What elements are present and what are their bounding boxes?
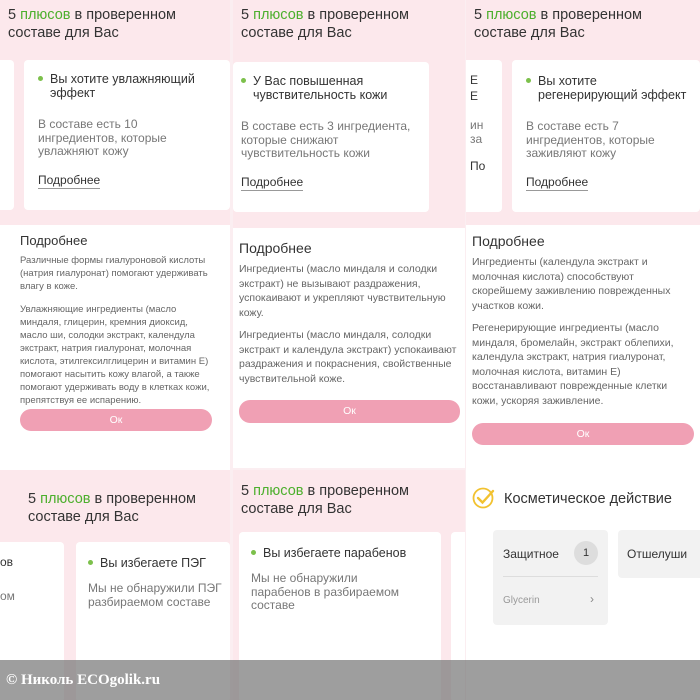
plus-word: плюсов — [253, 483, 304, 499]
more-link[interactable]: Подробнее — [241, 174, 304, 189]
panel-header: 5 плюсов в проверенном составе для Вас — [0, 486, 230, 544]
plus-word: плюсов — [40, 491, 91, 507]
action-card-protective[interactable] — [493, 530, 608, 625]
panel-sensitivity — [233, 0, 465, 230]
plus-word: плюсов — [253, 7, 304, 23]
more-link[interactable]: Подробнее — [526, 174, 589, 189]
ok-button[interactable]: Ок — [20, 409, 212, 431]
benefit-card[interactable] — [233, 62, 429, 212]
avoid-desc: Мы не обнаружили ПЭГ разбираемом составе — [88, 581, 222, 609]
side-card: Е Е ин за По — [466, 60, 502, 212]
action-label: Защитное — [503, 547, 559, 561]
modal-title: Подробнее — [472, 233, 545, 249]
modal-sensitivity — [233, 228, 465, 468]
section-title: Косметическое действие — [504, 491, 672, 507]
plus-word: плюсов — [486, 7, 537, 23]
ingredient-item[interactable]: Glycerin — [503, 595, 540, 606]
modal-paragraph: Различные формы гиалуроновой кислоты (натрия гиалуронат) помогают удерживать влагу в коже. — [20, 255, 208, 292]
benefit-card[interactable] — [24, 60, 230, 210]
chevron-right-icon[interactable]: › — [590, 592, 594, 606]
count-badge: 1 — [574, 541, 598, 565]
modal-paragraph: Ингредиенты (масло миндаля, солодки экстракт и календула экстракт) успокаивают раздражения и покраснения, свойственные чувствительной коже. — [239, 329, 457, 385]
benefit-desc: В составе есть 7 ингредиентов, которые заживляют кожу — [526, 119, 655, 160]
action-label: Отшелуши — [627, 547, 688, 561]
benefit-bullet: Вы хотите регенерирующий эффект — [526, 74, 690, 102]
modal-title: Подробнее — [239, 240, 312, 256]
modal-body — [472, 233, 694, 408]
plus-word: плюсов — [20, 7, 71, 23]
panel-header: 5 плюсов в проверенном составе для Вас — [233, 470, 465, 528]
modal-body — [239, 240, 461, 386]
avoid-bullet: Вы избегаете парабенов — [251, 546, 441, 560]
side-card: ов ом — [0, 542, 64, 700]
divider — [503, 576, 598, 577]
modal-body — [20, 233, 216, 407]
benefit-desc: В составе есть 10 ингредиентов, которые увлажняют кожу — [38, 117, 167, 158]
panel-header: 5 плюсов в проверенном составе для Вас — [233, 0, 465, 58]
panel-header: 5 плюсов в проверенном составе для Вас — [466, 0, 700, 52]
avoid-desc: Мы не обнаружили парабенов в разбираемом составе — [251, 571, 400, 612]
more-link[interactable]: Подробнее — [38, 172, 101, 187]
ok-button[interactable]: Ок — [239, 400, 460, 423]
modal-title: Подробнее — [20, 233, 88, 248]
modal-paragraph: Увлажняющие ингредиенты (масло миндаля, глицерин, кремния диоксид, масло ши, солодки экстракт, календула экстракт, натрия гиалуронат, молочная кислота, этилгексилглицерин и витамин Е) помогают насытить кожу влагой, а также помогают удерживать воду в клетках кожи, препятствуя ее испарению. — [20, 304, 210, 406]
benefit-desc: В составе есть 3 ингредиента, которые снижают чувствительность кожи — [241, 119, 411, 160]
panel-header: 5 плюсов в проверенном составе для Вас — [0, 0, 230, 52]
check-circle-icon — [472, 486, 496, 510]
side-card — [0, 60, 14, 210]
benefit-bullet: У Вас повышенная чувствительность кожи — [241, 74, 421, 102]
watermark: © Николь ECOgolik.ru — [0, 660, 700, 700]
benefit-card[interactable] — [512, 60, 700, 212]
panel-humidifying — [0, 0, 230, 230]
panel-regenerating — [466, 0, 700, 230]
modal-regenerating — [466, 225, 700, 470]
modal-humidifying — [0, 225, 230, 470]
benefit-bullet: Вы хотите увлажняющий эффект — [38, 72, 216, 100]
modal-paragraph: Ингредиенты (масло миндаля и солодки экстракт) не вызывают раздражения, успокаивают и укрепляют чувствительную кожу. — [239, 263, 446, 319]
ok-button[interactable]: Ок — [472, 423, 694, 445]
modal-paragraph: Ингредиенты (календула экстракт и молочная кислота) способствуют скорейшему заживлению поврежденных участков кожи. — [472, 256, 671, 312]
modal-paragraph: Регенерирующие ингредиенты (масло миндаля, бромелайн, экстракт облепихи, календула экстракт, натрия гиалуронат, молочная кислота, витамин Е) восстанавливают поврежденные клетки кожи, ускоряя заживление. — [472, 322, 674, 407]
action-card-exfoliating[interactable] — [618, 530, 700, 578]
avoid-bullet: Вы избегаете ПЭГ — [88, 556, 230, 570]
